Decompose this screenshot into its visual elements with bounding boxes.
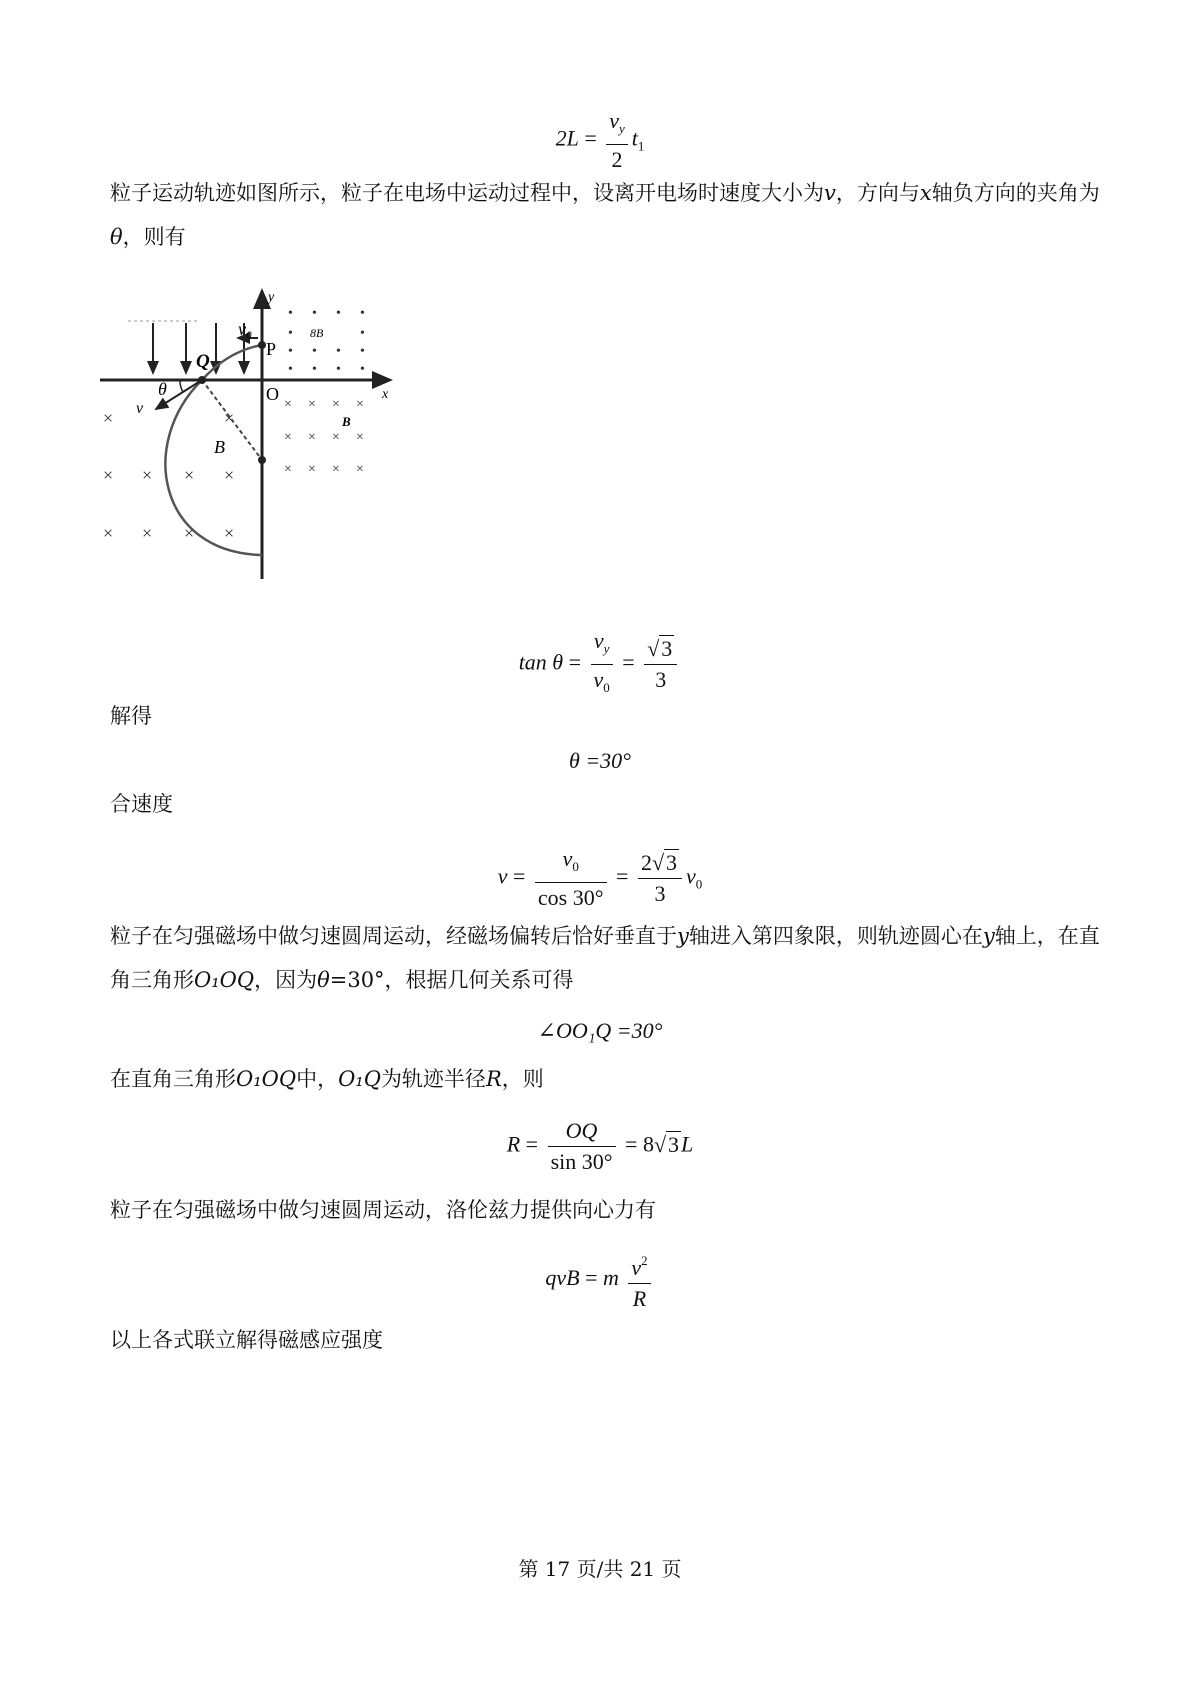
dot-mark: • [360, 306, 365, 321]
dots-first-quadrant [288, 306, 365, 377]
dot-mark: • [288, 362, 293, 377]
cross-mark: × [332, 397, 340, 412]
cross-mark: × [103, 465, 114, 485]
v-label: v [136, 400, 144, 417]
b-lower-label: B [214, 437, 225, 457]
b-right-label: B [342, 414, 351, 429]
eq1-lhs: 2L [555, 125, 579, 151]
equation-time: 2L = $\frac{v_y}{2}$ $t_1$ [555, 108, 645, 172]
eq1-tail-sub: 1 [637, 138, 645, 154]
theta-arc [180, 380, 183, 392]
cross-mark: × [184, 465, 195, 485]
electric-field-trajectory [202, 345, 262, 380]
eq4-fraction-2: $\frac{2√3}{3}$ [638, 850, 682, 907]
dot-mark: • [312, 362, 317, 377]
cross-mark: × [224, 408, 235, 428]
cross-mark: × [103, 523, 114, 543]
dot-mark: • [312, 344, 317, 359]
trajectory-figure [98, 283, 418, 593]
eq1-tail: t [631, 125, 638, 151]
paragraph-lorentz-force: 粒子在匀强磁场中做匀速圆周运动，洛伦兹力提供向心力有 [110, 1198, 656, 1222]
dot-mark: • [360, 344, 365, 359]
crosses-third-quadrant [103, 408, 234, 543]
paragraph-trajectory: 粒子运动轨迹如图所示，粒子在电场中运动过程中，设离开电场时速度大小为v，方向与x轴负方向的夹角为θ，则有 [110, 181, 1100, 249]
eq7-fraction: $\frac{v^2}{R}$ [628, 1248, 650, 1312]
cross-mark: × [224, 523, 235, 543]
dot-mark: • [288, 326, 293, 341]
cross-mark: × [103, 408, 114, 428]
paragraph-solve: 解得 [110, 704, 152, 728]
theta-label: θ [158, 379, 167, 399]
origin-label: O [266, 384, 279, 404]
cross-mark: × [356, 462, 364, 477]
cross-mark: × [332, 430, 340, 445]
paragraph-radius: 在直角三角形O₁OQ中，O₁Q为轨迹半径R，则 [110, 1067, 544, 1091]
dot-mark: • [336, 344, 341, 359]
magnetic-field-arc [165, 380, 262, 555]
equation-lorentz: qvB = m $\frac{v^2}{R}$ [0, 1248, 1200, 1312]
cross-mark: × [356, 397, 364, 412]
cross-mark: × [184, 523, 195, 543]
eq1-den: 2 [611, 147, 623, 172]
dot-mark: • [288, 306, 293, 321]
cross-mark: × [308, 430, 316, 445]
equation-radius: R = $\frac{OQ}{\sin 30^\circ}$ = 8√3L [506, 1118, 694, 1174]
circle-center [258, 456, 266, 464]
eq2-lhs: tan θ [518, 649, 564, 675]
crosses-fourth-quadrant [284, 397, 364, 477]
cross-mark: × [224, 465, 235, 485]
dot-mark: • [360, 362, 365, 377]
equation-tan-theta: tan θ = $\frac{v_y}{v_0}$ = $\frac{√3}{3}$ [0, 628, 1200, 701]
eq1-num-sub: y [619, 121, 625, 136]
cross-mark: × [308, 397, 316, 412]
equation-resultant-velocity: v = $\frac{v_0}{\cos 30^\circ}$ = $\frac{2√3}{3}$ $v_0$ [497, 846, 703, 910]
dot-mark: • [336, 362, 341, 377]
dot-mark: • [312, 306, 317, 321]
dot-mark: • [336, 306, 341, 321]
cross-mark: × [308, 462, 316, 477]
cross-mark: × [284, 430, 292, 445]
paragraph-resultant-velocity: 合速度 [110, 792, 173, 816]
cross-mark: × [142, 465, 153, 485]
cross-mark: × [284, 397, 292, 412]
eq2-fraction-2: $\frac{√3}{3}$ [644, 636, 677, 693]
page-footer: 第 17 页/共 21 页 [518, 1557, 682, 1581]
paragraph-combine: 以上各式联立解得磁感应强度 [110, 1328, 383, 1352]
p-label: P [266, 339, 277, 359]
eq1-fraction [606, 108, 628, 173]
cross-mark: × [332, 462, 340, 477]
v0-label: v₀ [238, 319, 253, 339]
point-p [258, 341, 266, 349]
dot-mark: • [360, 326, 365, 341]
eq4-fraction-1: $\frac{v_0}{\cos 30^\circ}$ [535, 846, 607, 911]
dot-mark: • [288, 344, 293, 359]
q-label: Q [196, 351, 210, 372]
x-axis-label: x [382, 387, 389, 402]
eq6-fraction: $\frac{OQ}{\sin 30^\circ}$ [548, 1118, 616, 1175]
paragraph-circular-motion: 粒子在匀强磁场中做匀速圆周运动，经磁场偏转后恰好垂直于y轴进入第四象限，则轨迹圆心在y轴上，在直角三角形O₁OQ，因为θ=30°，根据几何关系可得 [110, 924, 1100, 992]
cross-mark: × [142, 523, 153, 543]
b-upper-label: 8B [310, 326, 324, 340]
y-axis-label: y [268, 290, 275, 305]
eq2-fraction-1: $\frac{v_y}{v_0}$ [591, 628, 613, 701]
cross-mark: × [356, 430, 364, 445]
cross-mark: × [284, 462, 292, 477]
eq1-num: v [609, 108, 620, 133]
equation-angle: ∠OO₁Q =30° [537, 1018, 663, 1043]
equation-theta-value: θ =30° [569, 748, 631, 773]
